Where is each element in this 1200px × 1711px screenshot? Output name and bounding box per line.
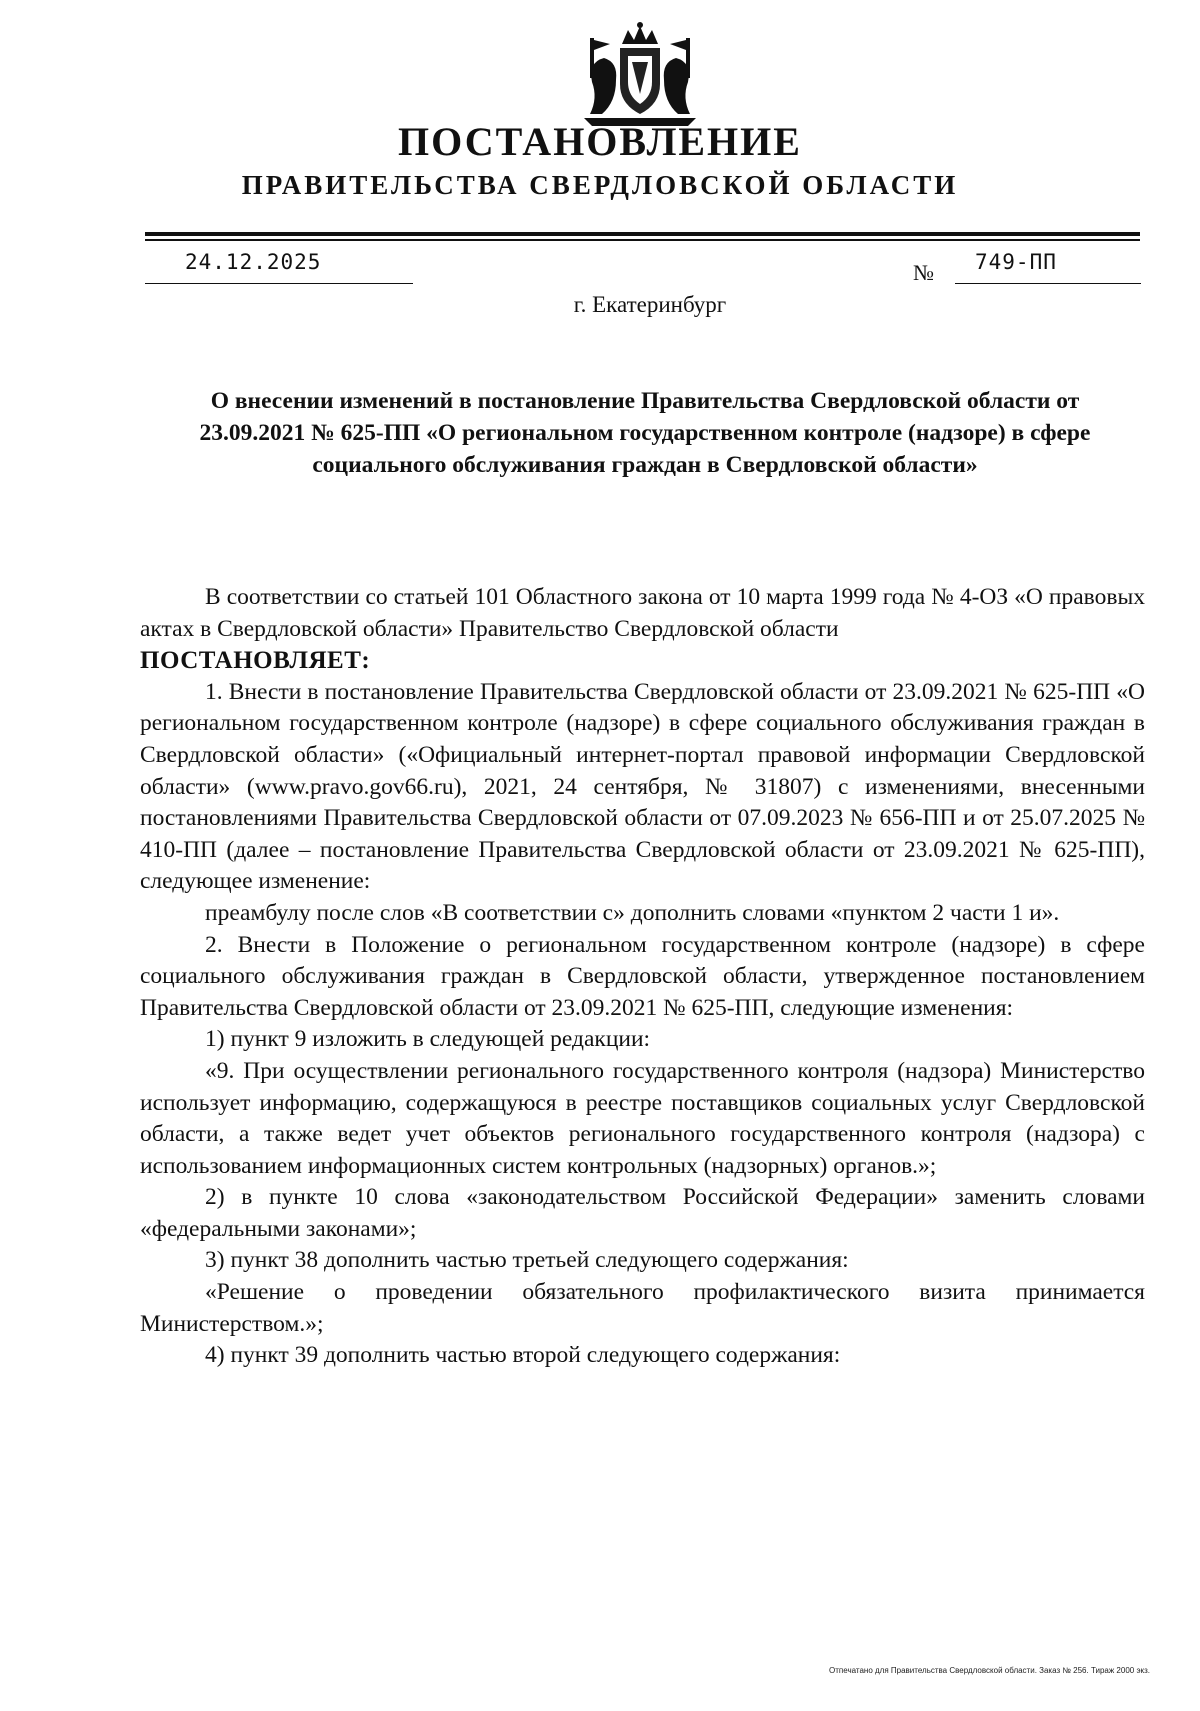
number-underline — [955, 283, 1141, 284]
coat-of-arms-icon — [570, 22, 710, 130]
document-body — [140, 582, 1145, 1372]
document-date: 24.12.2025 — [185, 250, 322, 274]
paragraph-1: 1. Внести в постановление Правительства Свердловской области от 23.09.2021 № 625-ПП «О региональном государственном контроле (надзоре) в сфере социального обслуживания граждан в Свердловской области» («Официальный интернет-портал правовой информации Свердловской области» (www.pravo.gov66.ru), 2021, 24 сентября, № 31807) с изменениями, внесенными постановлениями Правительства Свердловской области от 07.09.2023 № 656-ПП и от 25.07.2025 № 410-ПП (далее – постановление Правительства Свердловской области от 23.09.2021 № 625-ПП), следующее изменение: — [140, 678, 1145, 895]
header-divider-thick — [145, 232, 1140, 236]
print-footer: Отпечатано для Правительства Свердловской области. Заказ № 256. Тираж 2000 экз. — [829, 1666, 1150, 1675]
subitem-2: 2) в пункте 10 слова «законодательством Российской Федерации» заменить словами «федеральными законами»; — [140, 1184, 1145, 1242]
number-sign: № — [913, 260, 934, 285]
issuing-authority: ПРАВИТЕЛЬСТВА СВЕРДЛОВСКОЙ ОБЛАСТИ — [241, 170, 959, 200]
subitem-3: 3) пункт 38 дополнить частью третьей следующего содержания: — [205, 1247, 849, 1274]
date-underline — [145, 283, 413, 284]
paragraph-2: 2. Внести в Положение о региональном государственном контроле (надзоре) в сфере социального обслуживания граждан в Свердловской области, утвержденное постановлением Правительства Свердловской области от 23.09.2021 № 625-ПП, следующие изменения: — [140, 931, 1145, 1021]
header-divider-thin — [145, 239, 1140, 241]
subitem-3-quote: «Решение о проведении обязательного профилактического визита принимается Министерством.»; — [140, 1279, 1145, 1337]
issue-city: г. Екатеринбург — [573, 292, 727, 317]
document-number: 749-ПП — [975, 250, 1057, 274]
document-title: О внесении изменений в постановление Правительства Свердловской области от 23.09.2021 № 625-ПП «О региональном государственном контроле (надзоре) в сфере социального обслуживания граждан в Свердловской области» — [199, 388, 1091, 478]
subitem-4: 4) пункт 39 дополнить частью второй следующего содержания: — [205, 1342, 841, 1369]
resolves-heading: ПОСТАНОВЛЯЕТ: — [140, 647, 371, 675]
document-type-heading: ПОСТАНОВЛЕНИЕ — [398, 119, 802, 164]
subitem-1: 1) пункт 9 изложить в следующей редакции: — [205, 1026, 651, 1053]
subitem-1-quote: «9. При осуществлении регионального государственного контроля (надзора) Министерство использует информацию, содержащуюся в реестре поставщиков социальных услуг Свердловской области, а также ведет учет объектов регионального государственного контроля (надзора) с использованием информационных систем контрольных (надзорных) органов.»; — [140, 1057, 1145, 1179]
paragraph-1-amendment: преамбулу после слов «В соответствии с» дополнить словами «пунктом 2 части 1 и». — [205, 899, 1060, 926]
preamble: В соответствии со статьей 101 Областного закона от 10 марта 1999 года № 4-ОЗ «О правовых актах в Свердловской области» Правительство Свердловской области — [140, 584, 1145, 642]
